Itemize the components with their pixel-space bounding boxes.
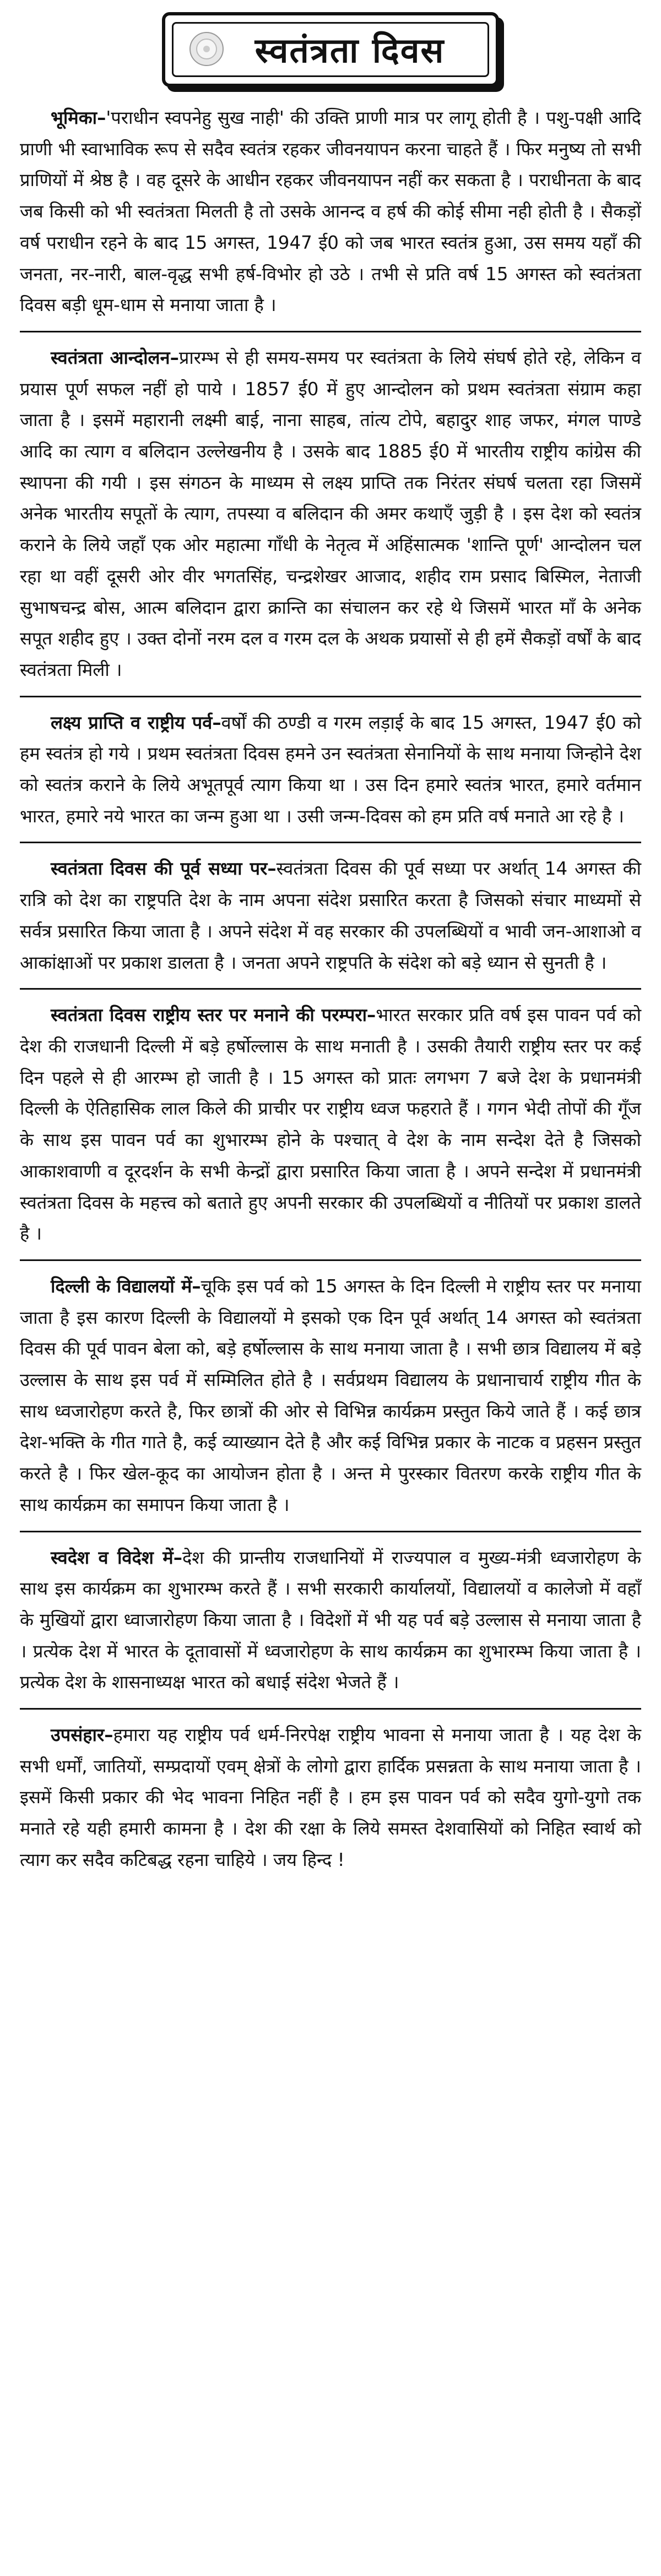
divider xyxy=(20,1259,641,1261)
section-text: देश की प्रान्तीय राजधानियों में राज्यपाल व मुख्य-मंत्री ध्वजारोहण के साथ इस कार्यक्रम का शुभारम्भ करते हैं । सभी सरकारी कार्यालयों, विद्यालयों व कालेजो में वहाँ के मुखियों द्वारा ध्वाजारोहण किया जाता है । विदेशों में भी यह पर्व बड़े उल्लास से मनाया जाता है । प्रत्येक देश में भारत के दूतावासों में ध्वजारोहण के साथ कार्यक्रम का शुभारम्भ किया जाता है । प्रत्येक देश के शासनाध्यक्ष भारत को बधाई संदेश भेजते हैं । xyxy=(20,1547,641,1693)
section-heading: स्वतंत्रता दिवस राष्ट्रीय स्तर पर मनाने की परम्परा– xyxy=(51,1005,376,1026)
section-delhi-schools xyxy=(20,1271,641,1526)
title-frame xyxy=(162,12,499,87)
divider xyxy=(20,988,641,990)
section-home-and-abroad xyxy=(20,1542,641,1704)
section-introduction xyxy=(20,102,641,326)
section-text: वर्षों की ठण्डी व गरम लड़ाई के बाद 15 अगस्त, 1947 ई0 को हम स्वतंत्र हो गये । प्रथम स्वतंत्रता दिवस हमने उन स्वतंत्रता सेनानियों के साथ मनाया जिन्होने देश को स्वतंत्र कराने के लिये अभूतपूर्व त्याग किया था । उस दिन हमारे स्वतंत्र भारत, हमारे वर्तमान भारत, हमारे नये भारत का जन्म हुआ था । उसी जन्म-दिवस को हम प्रति वर्ष मनाते आ रहे है । xyxy=(20,712,641,827)
title-banner xyxy=(0,12,661,95)
section-eve xyxy=(20,853,641,984)
section-text: 'पराधीन स्वपनेहु सुख नाही' की उक्ति प्राणी मात्र पर लागू होती है । पशु-पक्षी आदि प्राणी भी स्वाभाविक रूप से सदैव स्वतंत्र रहकर जीवनयापन करना चाहते हैं । फिर मनुष्य तो सभी प्राणियों में श्रेष्ठ है । वह दूसरे के आधीन रहकर जीवनयापन नहीं कर सकता है । पराधीनता के बाद जब किसी को भी स्वतंत्रता मिलती है तो उसके आनन्द व हर्ष की कोई सीमा नही होती है । सैकड़ों वर्ष पराधीन रहने के बाद 15 अगस्त, 1947 ई0 को जब भारत स्वतंत्र हुआ, उस समय यहाँ की जनता, नर-नारी, बाल-वृद्ध सभी हर्ष-विभोर हो उठे । तभी से प्रति वर्ष 15 अगस्त को स्वतंत्रता दिवस बड़ी धूम-धाम से मनाया जाता है । xyxy=(20,107,641,316)
divider xyxy=(20,1531,641,1532)
divider xyxy=(20,842,641,843)
section-text: प्रारम्भ से ही समय-समय पर स्वतंत्रता के लिये संघर्ष होते रहे, लेकिन व प्रयास पूर्ण सफल नहीं हो पाये । 1857 ई0 में हुए आन्दोलन को प्रथम स्वतंत्रता संग्राम कहा जाता है । इसमें महारानी लक्ष्मी बाई, नाना साहब, तांत्य टोपे, बहादुर शाह जफर, मंगल पाण्डे आदि का त्याग व बलिदान उल्लेखनीय है । उसके बाद 1885 ई0 में भारतीय राष्ट्रीय कांग्रेस की स्थापना की गयी । इस संगठन के माध्यम से लक्ष्य प्राप्ति तक निरंतर संघर्ष चलता रहा जिसमें अनेक भारतीय सपूतों के त्याग, तपस्या व बलिदान की अमर कथाएँ जुड़ी है । इस देश को स्वतंत्र कराने के लिये जहाँ एक ओर महात्मा गाँधी के नेतृत्व में अहिंसात्मक 'शान्ति पूर्ण' आन्दोलन चल रहा था वहीं दूसरी ओर वीर भगतसिंह, चन्द्रशेखर आजाद, शहीद राम प्रसाद बिस्मिल, नेताजी सुभाषचन्द्र बोस, आत्म बलिदान द्वारा क्रान्ति का संचालन कर रहे थे जिसमें भारत माँ के अनेक सपूत शहीद हुए । उक्त दोनों नरम दल व गरम दल के अथक प्रयासों से ही हमें सैकड़ों वर्षों के बाद स्वतंत्रता मिली । xyxy=(20,347,641,680)
section-heading: स्वतंत्रता दिवस की पूर्व सध्या पर– xyxy=(51,858,277,880)
page-title: स्वतंत्रता दिवस xyxy=(254,30,445,70)
section-conclusion xyxy=(20,1720,641,1881)
section-text: हमारा यह राष्ट्रीय पर्व धर्म-निरपेक्ष राष्ट्रीय भावना से मनाया जाता है । यह देश के सभी धर्मों, जातियों, सम्प्रदायों एवम् क्षेत्रों के लोगो द्वारा हार्दिक प्रसन्नता के साथ मनाया जाता है । इसमें किसी प्रकार की भेद भावना निहित नहीं है । हम इस पावन पर्व को सदैव युगो-युगो तक मनाते रहे यही हमारी कामना है । देश की रक्षा के लिये समस्त देशवासियों को निहित स्वार्थ को त्याग कर सदैव कटिबद्ध रहना चाहिये । जय हिन्द ! xyxy=(20,1724,641,1870)
section-goal-and-national-festival xyxy=(20,707,641,838)
section-heading: स्वतंत्रता आन्दोलन– xyxy=(51,347,179,368)
section-freedom-movement xyxy=(20,342,641,691)
section-heading: उपसंहार– xyxy=(51,1724,113,1746)
section-heading: स्वदेश व विदेश में– xyxy=(51,1547,182,1568)
divider xyxy=(20,331,641,332)
section-text: चूकि इस पर्व को 15 अगस्त के दिन दिल्ली मे राष्ट्रीय स्तर पर मनाया जाता है इस कारण दिल्ली के विद्यालयों मे इसको एक दिन पूर्व अर्थात् 14 अगस्त को स्वतंत्रता दिवस की पूर्व पावन बेला को, बड़े हर्षोल्लास के साथ मनाया जाता है । सभी छात्र विद्यालय में बड़े उल्लास के साथ इस पर्व में सम्मिलित होते है । सर्वप्रथम विद्यालय के प्रधानाचार्य राष्ट्रीय गीत के साथ ध्वजारोहण करते है, फिर छात्रों की ओर से विभिन्न कार्यक्रम प्रस्तुत किये जाते हैं । कई छात्र देश-भक्ति के गीत गाते है, कई व्याख्यान देते है और कई विभिन्न प्रकार के नाटक व प्रहसन प्रस्तुत करते है । फिर खेल-कूद का आयोजन होता है । अन्त मे पुरस्कार वितरण करके राष्ट्रीय गीत के साथ कार्यक्रम का समापन किया जाता है । xyxy=(20,1275,641,1515)
divider xyxy=(20,696,641,697)
section-text: स्वतंत्रता दिवस की पूर्व सध्या पर अर्थात् 14 अगस्त की रात्रि को देश का राष्ट्रपति देश के नाम अपना संदेश प्रसारित करता है जिसको संचार माध्यमों से सर्वत्र प्रसारित किया जाता है । अपने संदेश में वह सरकार की उपलब्धियों व भावी जन-आशाओ व आकांक्षाओं पर प्रकाश डालता है । जनता अपने राष्ट्रपति के संदेश को बड़े ध्यान से सुनती है । xyxy=(20,858,641,973)
divider xyxy=(20,1708,641,1710)
section-heading: दिल्ली के विद्यालयों में– xyxy=(51,1275,201,1297)
section-text: भारत सरकार प्रति वर्ष इस पावन पर्व को देश की राजधानी दिल्ली में बड़े हर्षोल्लास के साथ मनाती है । उसकी तैयारी राष्ट्रीय स्तर पर कई दिन पहले से ही आरम्भ हो जाती है । 15 अगस्त को प्रातः लगभग 7 बजे देश के प्रधानमंत्री दिल्ली के ऐतिहासिक लाल किले की प्राचीर पर राष्ट्रीय ध्वज फहराते हैं । गगन भेदी तोपों की गूँज के साथ इस पावन पर्व का शुभारम्भ होने के पश्चात् वे देश के नाम सन्देश देते है जिसको आकाशवाणी व दूरदर्शन के सभी केन्द्रों द्वारा प्रसारित किया जाता है । अपने सन्देश में प्रधानमंत्री स्वतंत्रता दिवस के महत्त्व को बताते हुए अपनी सरकार की उपलब्धियों व नीतियों पर प्रकाश डालते है । xyxy=(20,1005,641,1245)
section-heading: भूमिका– xyxy=(51,107,106,128)
section-national-tradition xyxy=(20,1000,641,1255)
essay-body xyxy=(20,102,641,1881)
section-heading: लक्ष्य प्राप्ति व राष्ट्रीय पर्व– xyxy=(51,712,221,733)
